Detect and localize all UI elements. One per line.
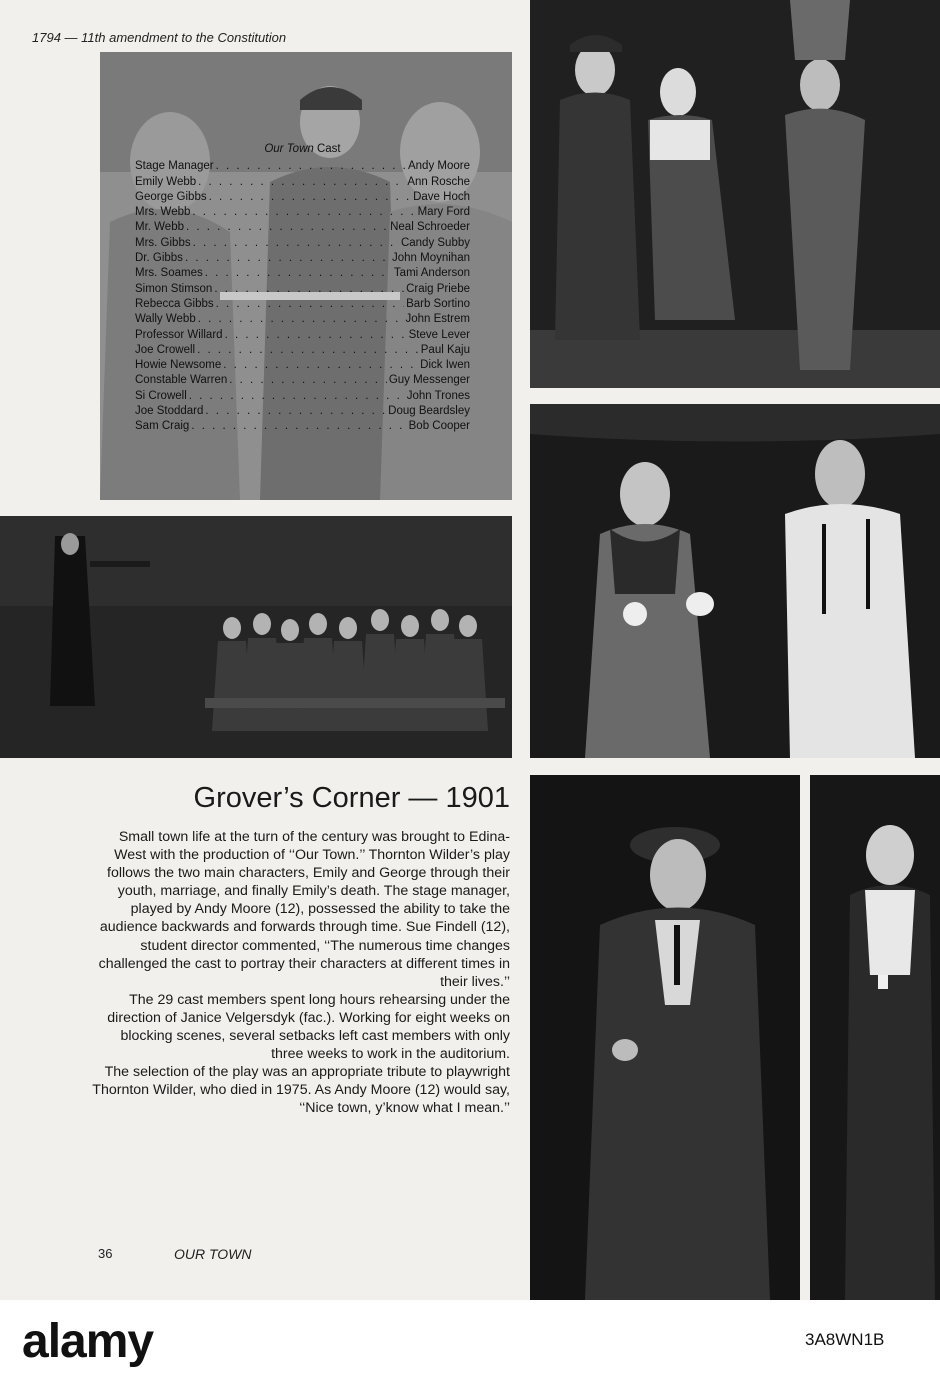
timeline-note: 1794 — 11th amendment to the Constitution xyxy=(32,30,287,45)
cast-actor: Dave Hoch xyxy=(413,190,470,203)
cast-actor: Mary Ford xyxy=(417,206,470,219)
leader-dots xyxy=(189,389,405,404)
cast-actor: Craig Priebe xyxy=(406,282,470,295)
cast-row xyxy=(135,236,470,251)
cast-title xyxy=(135,142,470,157)
page-number: 36 xyxy=(98,1246,113,1261)
cast-actor: Candy Subby xyxy=(400,236,470,249)
photo-audience-benches xyxy=(0,516,512,758)
cast-list xyxy=(135,142,470,435)
cast-actor: Neal Schroeder xyxy=(390,221,470,234)
cast-role: Howie Newsome xyxy=(135,359,222,372)
cast-row xyxy=(135,282,470,297)
cast-row xyxy=(135,220,470,235)
cast-actor: Andy Moore xyxy=(407,160,470,173)
cast-row xyxy=(135,312,470,327)
section-name: OUR TOWN xyxy=(174,1246,252,1262)
cast-role: Joe Crowell xyxy=(135,343,196,356)
cast-role: Mr. Webb xyxy=(135,221,184,234)
cast-actor: John Moynihan xyxy=(392,252,470,265)
leader-dots xyxy=(205,404,386,419)
leader-dots xyxy=(185,251,390,266)
cast-role: Simon Stimson xyxy=(135,282,213,295)
cast-role: Si Crowell xyxy=(135,389,187,402)
leader-dots xyxy=(198,312,404,327)
cast-role: Wally Webb xyxy=(135,313,196,326)
cast-row xyxy=(135,343,470,358)
leader-dots xyxy=(186,220,388,235)
photo-woman-and-man xyxy=(530,404,940,758)
cast-role: Mrs. Gibbs xyxy=(135,236,191,249)
cast-actor: Bob Cooper xyxy=(408,420,470,433)
photo-stage-manager-image xyxy=(530,775,800,1300)
cast-actor: Tami Anderson xyxy=(393,267,470,280)
cast-row xyxy=(135,159,470,174)
cast-actor: Paul Kaju xyxy=(420,343,470,356)
leader-dots xyxy=(209,190,412,205)
cast-role: Professor Willard xyxy=(135,328,223,341)
photo-woman-and-man-image xyxy=(530,404,940,758)
cast-row xyxy=(135,251,470,266)
cast-role: Mrs. Soames xyxy=(135,267,203,280)
leader-dots xyxy=(193,236,399,251)
cast-actor: John Estrem xyxy=(405,313,470,326)
leader-dots xyxy=(197,343,419,358)
leader-dots xyxy=(216,297,404,312)
cast-row xyxy=(135,404,470,419)
leader-dots xyxy=(229,373,387,388)
cast-row xyxy=(135,389,470,404)
cast-row xyxy=(135,190,470,205)
cast-row xyxy=(135,358,470,373)
photo-stage-dance xyxy=(530,0,940,388)
cast-role: Stage Manager xyxy=(135,160,214,173)
article-body xyxy=(90,828,510,1118)
cast-role: Joe Stoddard xyxy=(135,405,204,418)
cast-actor: Guy Messenger xyxy=(388,374,470,387)
article-paragraph: The selection of the play was an appropriate tribute to playwright Thornton Wilder, who died in 1975. As Andy Moore (12) would say, ‘‘Nice town, y’know what I mean.’’ xyxy=(92,1064,510,1117)
cast-row xyxy=(135,205,470,220)
cast-title-word: Cast xyxy=(316,143,341,155)
cast-role: Sam Craig xyxy=(135,420,190,433)
cast-row xyxy=(135,266,470,281)
cast-title-play: Our Town xyxy=(264,143,314,155)
stock-image-id: 3A8WN1B xyxy=(805,1330,885,1349)
cast-role: Dr. Gibbs xyxy=(135,252,183,265)
cast-row xyxy=(135,373,470,388)
leader-dots xyxy=(225,328,407,343)
cast-actor: Ann Rosche xyxy=(407,175,470,188)
leader-dots xyxy=(192,205,415,220)
cast-row xyxy=(135,328,470,343)
cast-actor: Dick Iwen xyxy=(420,359,470,372)
photo-young-man-image xyxy=(810,775,940,1300)
photo-stage-dance-image xyxy=(530,0,940,388)
photo-young-man xyxy=(810,775,940,1300)
photo-stage-manager xyxy=(530,775,800,1300)
cast-actor: Barb Sortino xyxy=(406,297,470,310)
cast-role: Constable Warren xyxy=(135,374,228,387)
cast-role: Mrs. Webb xyxy=(135,206,191,219)
cast-actor: Doug Beardsley xyxy=(388,405,470,418)
cast-row xyxy=(135,175,470,190)
leader-dots xyxy=(205,266,392,281)
leader-dots xyxy=(223,358,418,373)
stock-logo: alamy xyxy=(22,1315,154,1368)
article-paragraph: Small town life at the turn of the century was brought to Edina-West with the production of ‘‘Our Town.’’ Thornton Wilder’s play follows the two main characters, Emily and George through their youth, marriage, and finally Emily’s death. The stage manager, played by Andy Moore (12), possessed the ability to take the audience backwards and forwards through time. Sue Findell (12), student director commented, ‘‘The numerous time changes challenged the cast to portray their characters at different times in their lives.’’ xyxy=(98,829,510,990)
cast-actor: John Trones xyxy=(406,389,470,402)
article-paragraph: The 29 cast members spent long hours rehearsing under the direction of Janice Velgersdyk (fac.). Working for eight weeks on blocking scenes, several setbacks left cast members with only three weeks to work in the auditorium. xyxy=(107,991,510,1063)
headline: Grover’s Corner — 1901 xyxy=(193,782,510,814)
cast-role: George Gibbs xyxy=(135,190,207,203)
cast-role: Rebecca Gibbs xyxy=(135,297,214,310)
photo-audience-benches-image xyxy=(0,516,512,758)
cast-row xyxy=(135,419,470,434)
leader-dots xyxy=(214,282,404,297)
cast-row xyxy=(135,297,470,312)
leader-dots xyxy=(191,419,406,434)
cast-actor: Steve Lever xyxy=(408,328,470,341)
cast-role: Emily Webb xyxy=(135,175,197,188)
cast-photo xyxy=(100,52,512,500)
leader-dots xyxy=(216,159,406,174)
leader-dots xyxy=(198,175,405,190)
